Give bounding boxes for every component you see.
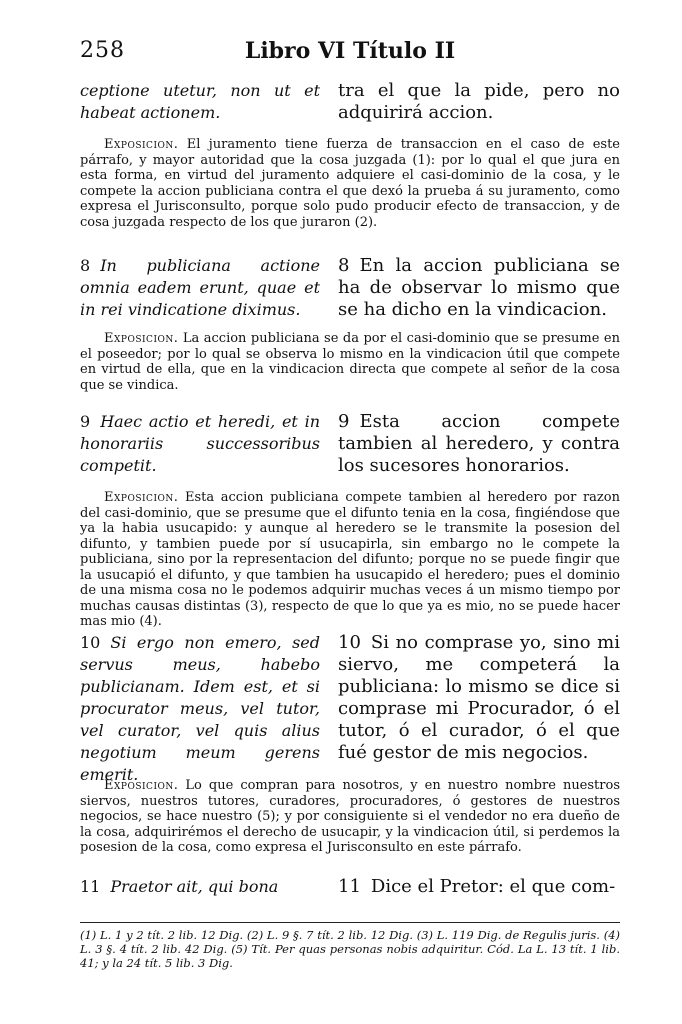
exposicion-paragraph — [80, 137, 620, 230]
exposicion-lead: Exposicion. — [104, 778, 179, 793]
exposicion-paragraph — [80, 331, 620, 393]
exposicion-text: El juramento tiene fuerza de transaccion en el caso de este párrafo, y mayor autoridad que la cosa juzgada (1): por lo qual el que jura en esta forma, en virtud del juramento adquiere el casi-dominio de la cosa, y le compete la accion publiciana contra el que dexó la prueba á su juramento, como expresa el Jurisconsulto, porque solo pudo producir efecto de transaccion, y de cosa juzgada respecto de los que juraron (2). — [80, 137, 620, 230]
spanish-text — [338, 411, 620, 477]
latin-text — [80, 876, 320, 898]
spanish-body: En la accion publiciana se ha de observar lo mismo que se ha dicho en la vindicacion. — [338, 255, 620, 320]
spanish-text — [338, 632, 620, 764]
latin-text — [80, 632, 320, 786]
spanish-body: Esta accion compete tambien al heredero, y contra los sucesores honorarios. — [338, 411, 620, 476]
section-number: 11 — [80, 877, 101, 896]
exposicion-text: Lo que compran para nosotros, y en nuestro nombre nuestros siervos, nuestros tutores, curadores, procuradores, ó gestores de nuestros negocios, se hace nuestro (5); y por consiguiente si el vendedor no era dueño de la cosa, adquirirémos el derecho de usucapir, y la vindicacion útil, si perdemos la posesion de la cosa, como expresa el Jurisconsulto en este párrafo. — [80, 778, 620, 855]
latin-text: ceptione utetur, non ut et habeat actionem. — [80, 81, 320, 122]
section-number: 9 — [338, 411, 350, 432]
spanish-text — [338, 876, 620, 898]
latin-body: Praetor ait, qui bona — [110, 877, 279, 896]
exposicion-text: Esta accion publiciana compete tambien al heredero por razon del casi-dominio, que se presume que el difunto tenia en la cosa, fingiéndose que ya la habia usucapido: y aunque al heredero se le transmite la posesion del difunto, y tambien puede por sí usucapirla, sin embargo no le compete la publiciana, sino por la representacion del difunto; porque no se puede fingir que la usucapió el difunto, y que tambien ha usucapido el heredero; pues el dominio de una misma cosa no le podemos adquirir muchas veces á un mismo tiempo por muchas causas distintas (3), respecto de que lo que ya es mio, no se puede hacer mas mio (4). — [80, 490, 620, 629]
latin-text — [80, 255, 320, 321]
latin-body: In publiciana actione omnia eadem erunt, quae et in rei vindicatione diximus. — [80, 256, 320, 319]
running-title: Libro VI Título II — [244, 38, 456, 64]
exposicion-paragraph — [80, 490, 620, 630]
page-number: 258 — [80, 38, 125, 63]
latin-text — [80, 411, 320, 477]
latin-body: Haec actio et heredi, et in honorariis successoribus competit. — [80, 412, 320, 475]
section-number: 8 — [338, 255, 350, 276]
section-number: 10 — [338, 632, 361, 653]
spanish-text — [338, 255, 620, 321]
footnote-divider — [80, 922, 620, 923]
spanish-text: tra el que la pide, pero no adquirirá accion. — [338, 80, 620, 123]
section-number: 9 — [80, 412, 91, 431]
latin-body: Si ergo non emero, sed servus meus, habebo publicianam. Idem est, et si procurator meus, vel tutor, vel curator, vel quis alius negotium meum gerens emerit. — [80, 633, 320, 784]
page-header — [80, 38, 620, 68]
footnotes: (1) L. 1 y 2 tít. 2 lib. 12 Dig. (2) L. 9 §. 7 tít. 2 lib. 12 Dig. (3) L. 119 Dig. de Regulis juris. (4) L. 3 §. 4 tít. 2 lib. 42 Dig. (5) Tít. Per quas personas nobis adquiritur. Cód. La L. 13 tít. 1 lib. 41; y la 24 tít. 5 lib. 3 Dig. — [80, 928, 620, 970]
exposicion-lead: Exposicion. — [104, 137, 179, 152]
spanish-body: Si no comprase yo, sino mi siervo, me competerá la publiciana: lo mismo se dice si comprase mi Procurador, ó el tutor, ó el curador, ó el que fué gestor de mis negocios. — [338, 632, 620, 763]
exposicion-text: La accion publiciana se da por el casi-dominio que se presume en el poseedor; por lo qual se observa lo mismo en la vindicacion útil que compete en virtud de ella, que en la vindicacion directa que compete al señor de la cosa que se vindica. — [80, 331, 620, 393]
section-number: 11 — [338, 876, 361, 897]
spanish-body: Dice el Pretor: el que com- — [370, 876, 616, 897]
section-number: 10 — [80, 633, 101, 652]
section-number: 8 — [80, 256, 91, 275]
exposicion-lead: Exposicion. — [104, 331, 179, 346]
exposicion-paragraph — [80, 778, 620, 856]
exposicion-lead: Exposicion. — [104, 490, 179, 505]
